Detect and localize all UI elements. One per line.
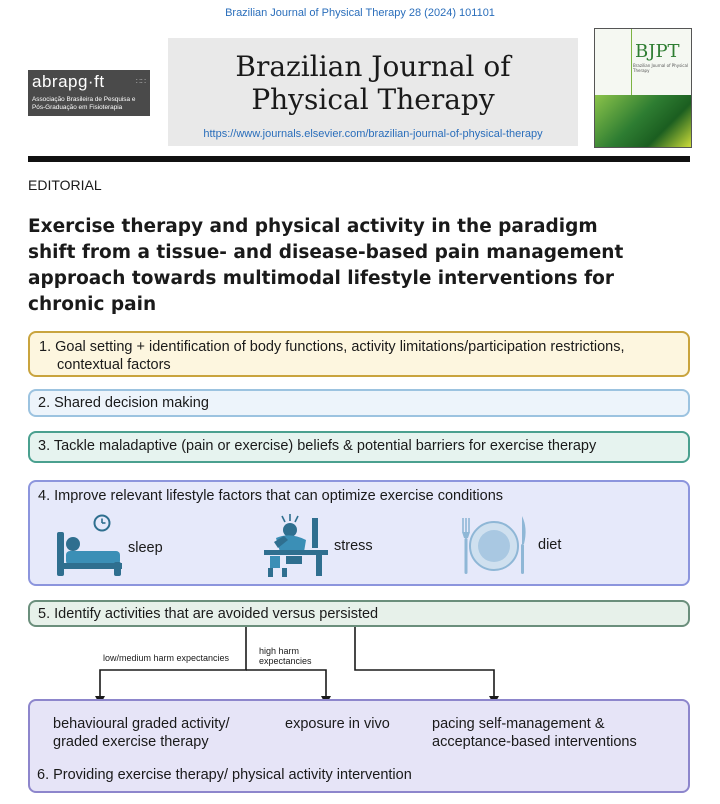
intervention-graded-line1: behavioural graded activity/ bbox=[53, 716, 230, 732]
cover-title: BJPT bbox=[635, 41, 680, 62]
cover-subtitle: Brazilian Journal of Physical Therapy bbox=[633, 63, 689, 73]
intervention-exposure: exposure in vivo bbox=[285, 716, 390, 732]
article-title-line1: Exercise therapy and physical activity in the paradigm bbox=[28, 216, 598, 237]
journal-url-link[interactable]: https://www.journals.elsevier.com/brazilian-journal-of-physical-therapy bbox=[203, 128, 543, 140]
arrow-persisted bbox=[355, 627, 494, 702]
journal-title-line2: Physical Therapy bbox=[251, 83, 495, 116]
intervention-pacing-line1: pacing self-management & bbox=[432, 716, 605, 732]
step-1-line2: contextual factors bbox=[57, 357, 171, 373]
intervention-pacing-line2: acceptance-based interventions bbox=[432, 734, 637, 750]
branch-label-high bbox=[259, 646, 312, 666]
step-1-line1: 1. Goal setting + identification of body functions, activity limitations/participation restrictions, bbox=[39, 339, 625, 355]
step-6-box bbox=[28, 699, 690, 793]
intervention-pacing bbox=[432, 715, 637, 751]
stress-label: stress bbox=[334, 538, 373, 554]
arrow-low-medium bbox=[100, 627, 246, 702]
step-6-text: 6. Providing exercise therapy/ physical activity intervention bbox=[37, 767, 412, 783]
society-logo-subtitle-line2: Pós-Graduação em Fisioterapia bbox=[32, 104, 123, 111]
article-type: EDITORIAL bbox=[28, 177, 102, 193]
society-logo-subtitle-line1: Associação Brasileira de Pesquisa e bbox=[32, 96, 136, 103]
diet-label: diet bbox=[538, 537, 562, 553]
article-title-line3: approach towards multimodal lifestyle interventions for bbox=[28, 268, 615, 289]
step-5-text: 5. Identify activities that are avoided versus persisted bbox=[38, 606, 379, 622]
arrow-high bbox=[246, 670, 326, 702]
intervention-graded-line2: graded exercise therapy bbox=[53, 734, 209, 750]
article-title-line4: chronic pain bbox=[28, 294, 157, 315]
branch-label-low-medium: low/medium harm expectancies bbox=[103, 653, 230, 663]
intervention-graded bbox=[53, 715, 230, 751]
step-2-text: 2. Shared decision making bbox=[38, 395, 209, 411]
journal-title-line1: Brazilian Journal of bbox=[235, 50, 511, 83]
society-logo-name: abrapg·ft bbox=[32, 72, 105, 91]
article-title-line2: shift from a tissue- and disease-based pain management bbox=[28, 242, 624, 263]
branch-label-high-line2: expectancies bbox=[259, 656, 312, 666]
journal-reference: Brazilian Journal of Physical Therapy 28 (2024) 101101 bbox=[225, 7, 495, 19]
society-logo-dots: ∷∷ bbox=[135, 77, 146, 86]
step-4-text: 4. Improve relevant lifestyle factors that can optimize exercise conditions bbox=[38, 488, 504, 504]
step-3-text: 3. Tackle maladaptive (pain or exercise) beliefs & potential barriers for exercise therapy bbox=[38, 438, 597, 454]
branch-label-high-line1: high harm bbox=[259, 646, 300, 656]
sleep-label: sleep bbox=[128, 540, 163, 556]
